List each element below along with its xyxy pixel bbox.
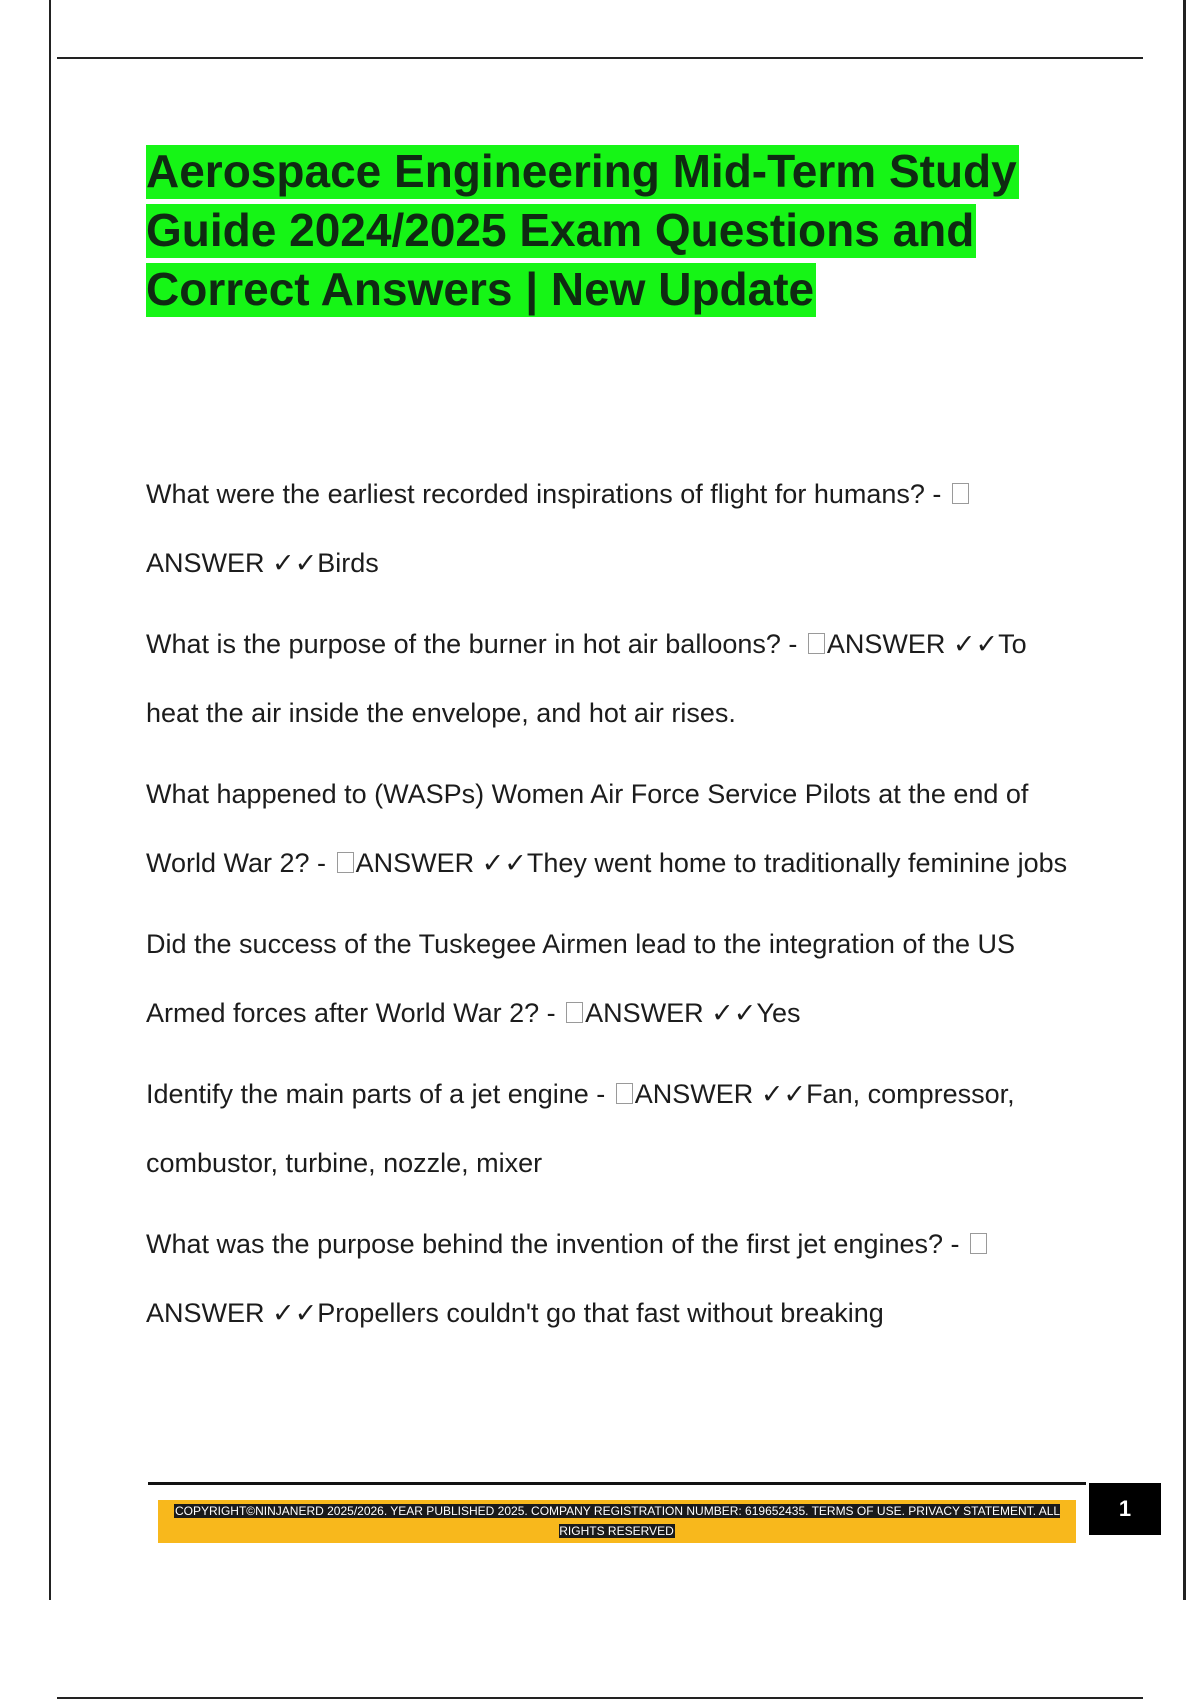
double-check-icon: ✓✓ xyxy=(272,548,318,578)
question-text: What is the purpose of the burner in hot air balloons? - xyxy=(146,629,798,659)
answer-text: Propellers couldn't go that fast without breaking xyxy=(317,1298,884,1328)
qa-item xyxy=(146,910,1086,1048)
qa-item xyxy=(146,1060,1086,1198)
document-title-text: Aerospace Engineering Mid-Term Study Guide 2024/2025 Exam Questions and Correct Answers | New Update xyxy=(146,145,1017,315)
double-check-icon: ✓✓ xyxy=(272,1298,318,1328)
answer-box-icon xyxy=(952,483,969,504)
double-check-icon: ✓✓ xyxy=(711,998,757,1028)
top-rule xyxy=(57,57,1143,59)
answer-label: ANSWER xyxy=(634,1079,754,1109)
answer-label: ANSWER xyxy=(585,998,704,1028)
answer-box-icon xyxy=(566,1002,583,1023)
question-text: What was the purpose behind the invention of the first jet engines? - xyxy=(146,1229,960,1259)
answer-label: ANSWER xyxy=(146,548,265,578)
question-text: What were the earliest recorded inspirations of flight for humans? - xyxy=(146,479,942,509)
qa-item xyxy=(146,1210,1086,1348)
qa-item xyxy=(146,460,1086,598)
page-number: 1 xyxy=(1089,1483,1161,1535)
double-check-icon: ✓✓ xyxy=(952,629,999,659)
answer-text: To heat the air inside the envelope, and hot air rises. xyxy=(146,629,1027,728)
answer-text: They went home to traditionally feminine jobs xyxy=(526,848,1068,878)
footer-rule xyxy=(148,1482,1086,1485)
question-text: Did the success of the Tuskegee Airmen lead to the integration of the US Armed forces after World War 2? - xyxy=(146,929,1016,1028)
answer-box-icon xyxy=(337,852,354,873)
double-check-icon: ✓✓ xyxy=(760,1079,807,1109)
answer-text: Yes xyxy=(756,998,801,1028)
answer-text: Birds xyxy=(317,548,379,578)
answer-label: ANSWER xyxy=(146,1298,265,1328)
question-text: Identify the main parts of a jet engine - xyxy=(146,1079,606,1109)
answer-box-icon xyxy=(616,1083,633,1104)
left-border-line xyxy=(49,0,51,1600)
double-check-icon: ✓✓ xyxy=(481,848,527,878)
qa-item xyxy=(146,610,1086,748)
answer-box-icon xyxy=(970,1233,987,1254)
right-border-line xyxy=(1183,0,1186,1600)
answer-label: ANSWER xyxy=(355,848,475,878)
answer-label: ANSWER xyxy=(826,629,946,659)
question-text: What happened to (WASPs) Women Air Force Service Pilots at the end of World War 2? - xyxy=(146,779,1029,878)
qa-list xyxy=(146,460,1086,1360)
answer-box-icon xyxy=(808,633,825,654)
bottom-rule xyxy=(57,1697,1143,1699)
answer-text: Fan, compressor, combustor, turbine, nozzle, mixer xyxy=(146,1079,1015,1178)
copyright-text: COPYRIGHT©NINJANERD 2025/2026. YEAR PUBLISHED 2025. COMPANY REGISTRATION NUMBER: 619652435. TERMS OF USE. PRIVACY STATEMENT. ALL RIGHTS RESERVED xyxy=(174,1504,1061,1538)
document-title xyxy=(146,142,1096,319)
qa-item xyxy=(146,760,1086,898)
copyright-notice xyxy=(158,1500,1076,1543)
